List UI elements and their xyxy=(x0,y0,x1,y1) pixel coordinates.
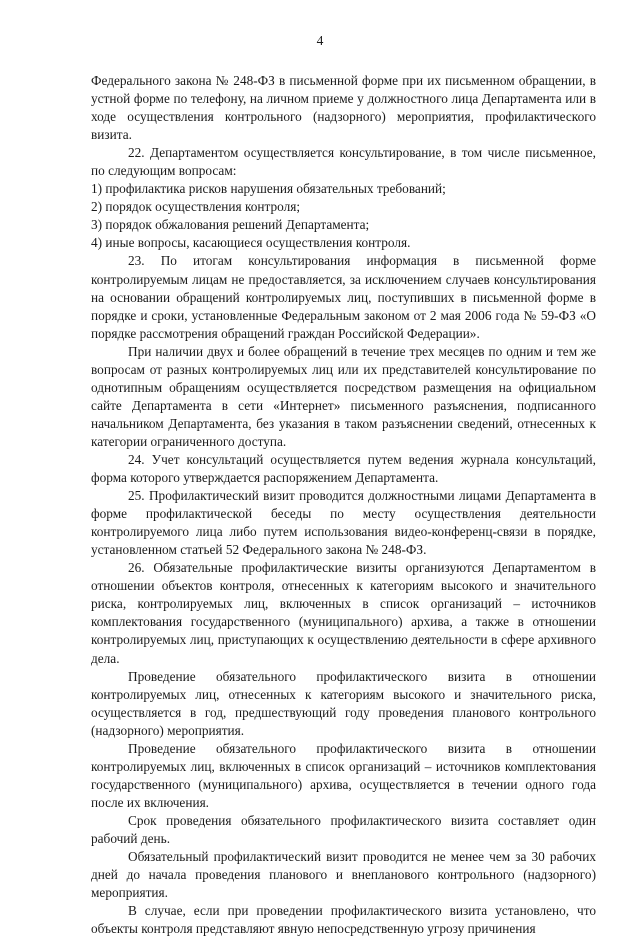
paragraph: Проведение обязательного профилактического визита в отношении контролируемых лиц, отнесенных к категориям высокого и значительного риска, осуществляется в год, предшествующий году проведения планового контрольного (надзорного) мероприятия. xyxy=(91,668,596,738)
list-item: 4) иные вопросы, касающиеся осуществления контроля. xyxy=(91,235,411,251)
paragraph: Обязательный профилактический визит проводится не менее чем за 30 рабочих дней до начала проведения планового и внепланового контрольного (надзорного) мероприятия. xyxy=(91,849,596,901)
document-body xyxy=(91,72,596,938)
paragraph: При наличии двух и более обращений в течение трех месяцев по одним и тем же вопросам от разных контролируемых лиц или их представителей консультирование по однотипным обращениям осуществляется посредством размещения на официальном сайте Департамента в сети «Интернет» письменного разъяснения, подписанного начальником Департамента, без указания в таком разъяснении сведений, отнесенных к категории ограниченного доступа. xyxy=(91,343,596,449)
list-item: 1) профилактика рисков нарушения обязательных требований; xyxy=(91,181,446,197)
paragraph: 25. Профилактический визит проводится должностными лицами Департамента в форме профилактической беседы по месту осуществления деятельности контролируемого лица либо путем использования видео-конференц-связи в порядке, установленном статьей 52 Федерального закона № 248-ФЗ. xyxy=(91,488,596,558)
paragraph: 24. Учет консультаций осуществляется путем ведения журнала консультаций, форма которого утверждается распоряжением Департамента. xyxy=(91,451,596,486)
paragraph: 23. По итогам консультирования информация в письменной форме контролируемым лицам не предоставляется, за исключением случаев консультирования на основании обращений контролируемых лиц, поступивших в письменной форме в порядке и сроки, установленные Федеральным законом от 2 мая 2006 года № 59-ФЗ «О порядке рассмотрения обращений граждан Российской Федерации». xyxy=(91,253,596,341)
list-item: 2) порядок осуществления контроля; xyxy=(91,199,301,215)
paragraph: Проведение обязательного профилактического визита в отношении контролируемых лиц, включенных в список организаций – источников комплектования государственного (муниципального) архива, осуществляется в течении одного года после их включения. xyxy=(91,740,596,810)
paragraph: В случае, если при проведении профилактического визита установлено, что объекты контроля представляют явную непосредственную угрозу причинения xyxy=(91,903,596,937)
paragraph: Срок проведения обязательного профилактического визита составляет один рабочий день. xyxy=(91,812,596,846)
paragraph: Федерального закона № 248-ФЗ в письменной форме при их письменном обращении, в устной форме по телефону, на личном приеме у должностного лица Департамента или в ходе осуществления контрольного (надзорного) мероприятия, профилактического визита. xyxy=(91,73,596,143)
page-number: 4 xyxy=(316,33,324,48)
list-item: 3) порядок обжалования решений Департамента; xyxy=(91,217,370,233)
paragraph: 26. Обязательные профилактические визиты организуются Департаментом в отношении объектов контроля, отнесенных к категориям высокого и значительного риска, контролируемых лиц, включенных в список организаций – источников комплектования государственного (муниципального) архива, а также в отношении контролируемых лиц, приступающих к осуществлению деятельности в сфере архивного дела. xyxy=(91,560,596,666)
paragraph: 22. Департаментом осуществляется консультирование, в том числе письменное, по следующим вопросам: xyxy=(91,145,596,179)
